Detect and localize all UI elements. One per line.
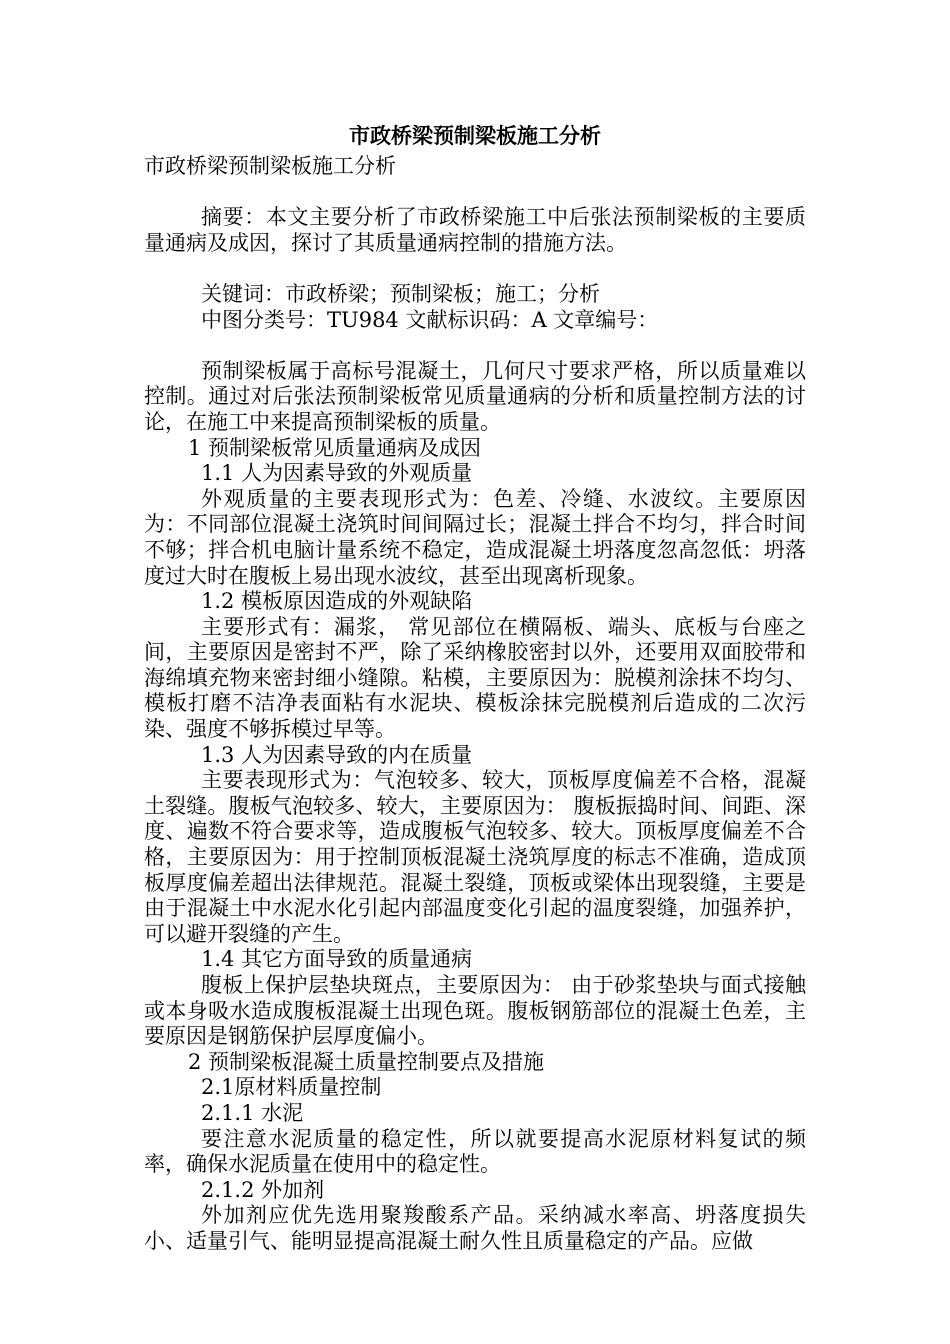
spacer — [144, 333, 806, 359]
section-2-1-2-paragraph: 外加剂应优先选用聚羧酸系产品。采纳减水率高、坍落度损失小、适量引气、能明显提高混凝土耐久性且质量稳定的产品。应做 — [144, 1203, 806, 1253]
section-1-4-heading: 1.4 其它方面导致的质量通病 — [201, 947, 473, 972]
section-2-1-2-heading: 2.1.2 外加剂 — [201, 1177, 325, 1202]
section-1-4-paragraph: 腹板上保护层垫块斑点，主要原因为： 由于砂浆垫块与面式接触或本身吸水造成腹板混凝土出现色斑。腹板钢筋部位的混凝土色差，主要原因是钢筋保护层厚度偏小。 — [144, 973, 806, 1049]
abstract-paragraph: 摘要：本文主要分析了市政桥梁施工中后张法预制梁板的主要质量通病及成因，探讨了其质量通病控制的措施方法。 — [144, 205, 806, 255]
document-subtitle: 市政桥梁预制梁板施工分析 — [144, 154, 396, 178]
section-2-heading: 2 预制梁板混凝土质量控制要点及措施 — [188, 1049, 545, 1074]
section-2-1-1-heading: 2.1.1 水泥 — [201, 1100, 304, 1125]
section-2-1-heading: 2.1原材料质量控制 — [201, 1075, 382, 1100]
section-1-3-heading: 1.3 人为因素导致的内在质量 — [201, 742, 473, 767]
intro-paragraph: 预制梁板属于高标号混凝土，几何尺寸要求严格，所以质量难以控制。通过对后张法预制梁板常见质量通病的分析和质量控制方法的讨论，在施工中来提高预制梁板的质量。 — [144, 358, 806, 434]
spacer — [144, 256, 806, 282]
document-title: 市政桥梁预制梁板施工分析 — [349, 123, 601, 148]
section-1-3-paragraph: 主要表现形式为：气泡较多、较大，顶板厚度偏差不合格，混凝土裂缝。腹板气泡较多、较大，主要原因为： 腹板振捣时间、间距、深度、遍数不符合要求等，造成腹板气泡较多、较大。顶板厚度偏差不合格，主要原因为：用于控制顶板混凝土浇筑厚度的标志不准确，造成顶板厚度偏差超出法律规范。混凝土裂缝，顶板或梁体出现裂缝，主要是由于混凝土中水泥水化引起内部温度变化引起的温度裂缝，加强养护，可以避开裂缝的产生。 — [144, 768, 806, 946]
spacer — [144, 180, 806, 206]
document-page — [144, 118, 806, 1255]
section-1-1-paragraph: 外观质量的主要表现形式为：色差、冷缝、水波纹。主要原因为：不同部位混凝土浇筑时间间隔过长；混凝土拌合不均匀，拌合时间不够；拌合机电脑计量系统不稳定，造成混凝土坍落度忽高忽低：坍落度过大时在腹板上易出现水波纹，甚至出现离析现象。 — [144, 486, 806, 588]
section-1-heading: 1 预制梁板常见质量通病及成因 — [188, 435, 482, 460]
section-2-1-1-paragraph: 要注意水泥质量的稳定性，所以就要提高水泥原材料复试的频率，确保水泥质量在使用中的稳定性。 — [144, 1126, 806, 1177]
section-1-1-heading: 1.1 人为因素导致的外观质量 — [201, 461, 473, 486]
section-1-2-paragraph: 主要形式有：漏浆， 常见部位在横隔板、端头、底板与台座之间，主要原因是密封不严，除了采纳橡胶密封以外，还要用双面胶带和海绵填充物来密封细小缝隙。粘模，主要原因为：脱模剂涂抹不均匀、模板打磨不洁净表面粘有水泥块、模板涂抹完脱模剂后造成的二次污染、强度不够拆模过早等。 — [144, 614, 806, 742]
classification-line: 中图分类号：TU984 文献标识码：A 文章编号： — [201, 307, 659, 332]
section-1-2-heading: 1.2 模板原因造成的外观缺陷 — [201, 589, 473, 614]
keywords-line: 关键词：市政桥梁；预制梁板；施工；分析 — [201, 281, 600, 306]
